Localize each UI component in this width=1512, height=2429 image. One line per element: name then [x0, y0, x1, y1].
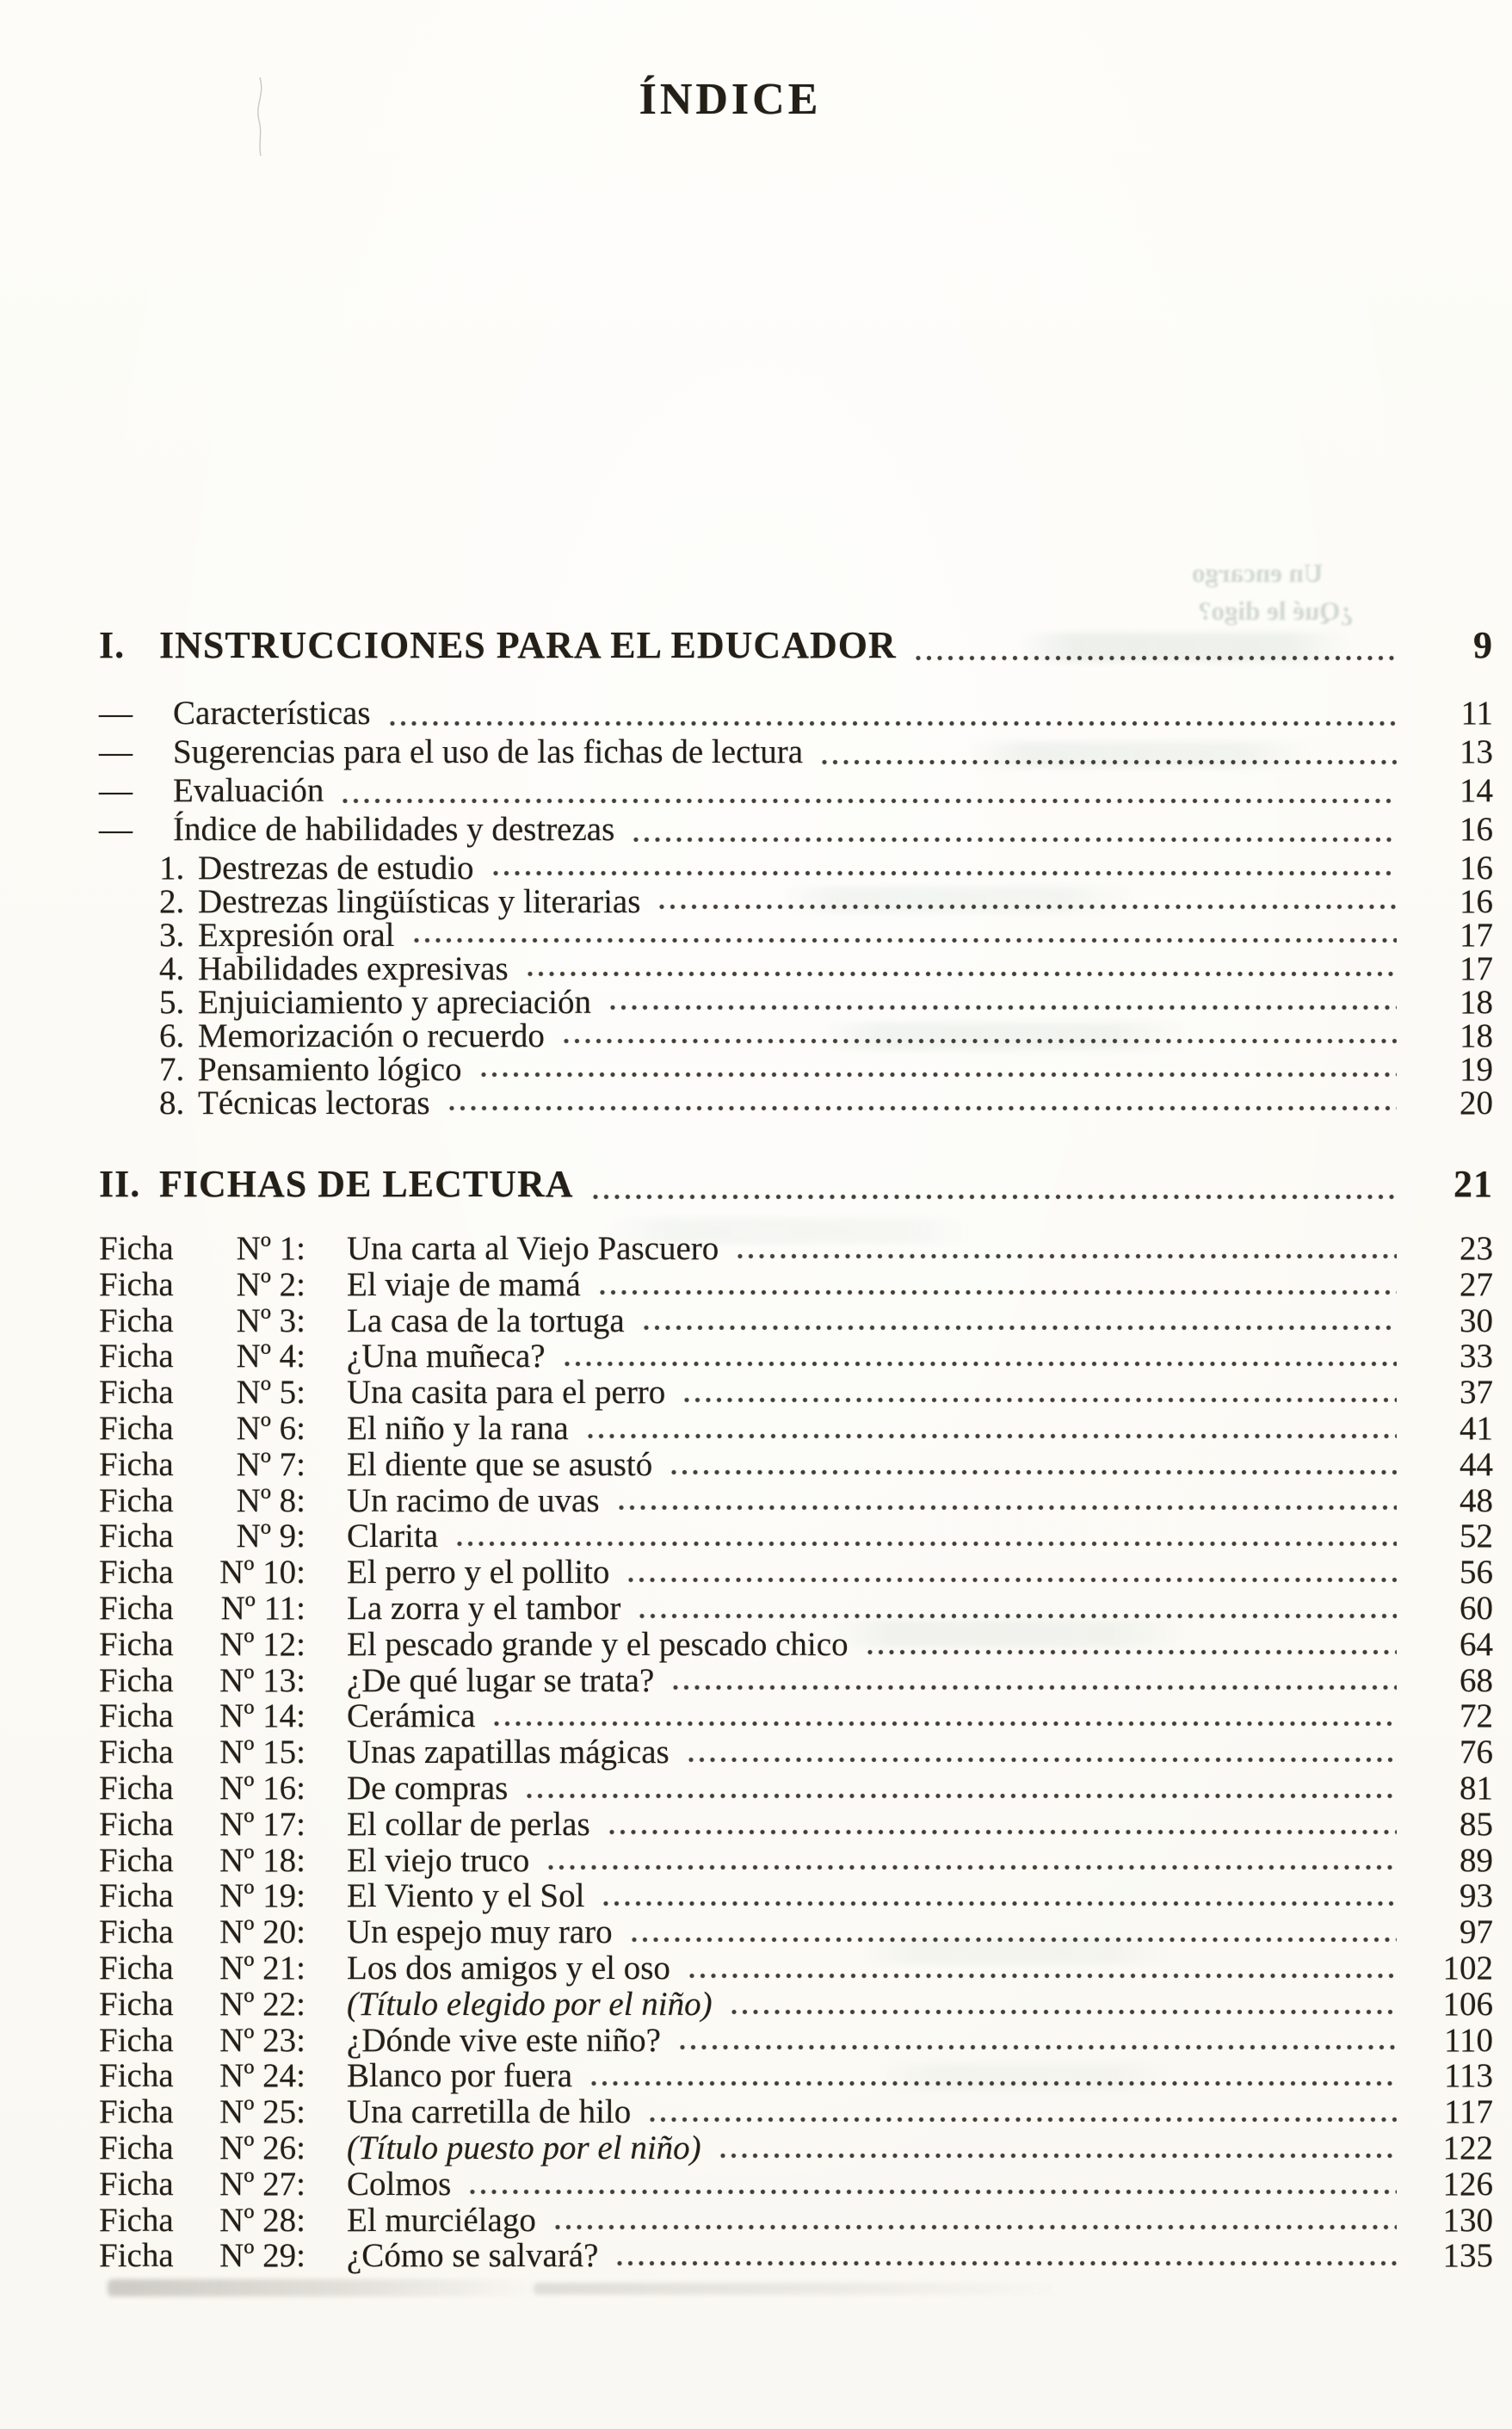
page-title: ÍNDICE — [639, 75, 822, 124]
dot-leader — [412, 936, 1397, 944]
dot-leader — [670, 1468, 1397, 1476]
bleedthrough-text: Un encargo — [1192, 558, 1324, 588]
toc-entry — [99, 2129, 1493, 2165]
toc-entry — [99, 949, 1493, 987]
ficha-word: Ficha — [99, 1625, 174, 1663]
ficha-number: Nº 4: — [236, 1338, 305, 1375]
ficha-number: Nº 11: — [220, 1589, 305, 1627]
ficha-number: Nº 29: — [219, 2237, 305, 2275]
entry-title: Colmos — [347, 2165, 452, 2203]
toc-entry — [99, 1625, 1493, 1661]
dot-leader — [719, 2152, 1397, 2160]
page-number: 93 — [1460, 1877, 1493, 1915]
ficha-number: Nº 13: — [219, 1661, 305, 1699]
page-number: 17 — [1460, 917, 1493, 954]
ficha-number: Nº 2: — [236, 1265, 305, 1303]
dot-leader — [341, 797, 1397, 805]
toc-entry — [99, 1733, 1493, 1769]
toc-entry — [99, 1409, 1493, 1445]
page-number: 135 — [1442, 2237, 1493, 2275]
ficha-word: Ficha — [99, 1985, 174, 2023]
toc-entry — [99, 2236, 1493, 2275]
page-number: 18 — [1460, 984, 1493, 1021]
ficha-number: Nº 19: — [219, 1877, 305, 1915]
ficha-word: Ficha — [99, 2021, 174, 2059]
page-number: 13 — [1460, 733, 1493, 770]
dot-leader — [591, 1193, 1397, 1201]
entry-title: El viejo truco — [347, 1841, 530, 1879]
entry-title: La zorra y el tambor — [347, 1589, 621, 1627]
section-title: FICHAS DE LECTURA — [159, 1163, 574, 1205]
ficha-number: Nº 7: — [236, 1445, 305, 1483]
dot-leader — [492, 1720, 1397, 1727]
toc-entry — [99, 2201, 1493, 2237]
ficha-word: Ficha — [99, 1841, 174, 1879]
entry-title: Enjuiciamiento y apreciación — [198, 984, 591, 1021]
toc-entry — [99, 771, 1493, 810]
dot-leader — [671, 1684, 1397, 1691]
entry-number: 7. — [159, 1051, 185, 1088]
dot-leader — [563, 1360, 1397, 1368]
entry-title: Técnicas lectoras — [198, 1085, 430, 1122]
dot-leader — [468, 2188, 1397, 2196]
entry-title: Una casita para el perro — [347, 1374, 666, 1412]
dot-leader — [657, 903, 1397, 911]
page-number: 41 — [1460, 1409, 1493, 1447]
toc-entry — [99, 849, 1493, 887]
page-number: 44 — [1460, 1445, 1493, 1483]
section-1-numbered-items — [99, 849, 1493, 1122]
entry-number: 8. — [159, 1085, 185, 1122]
page-number: 18 — [1460, 1017, 1493, 1054]
ficha-word: Ficha — [99, 1734, 174, 1771]
entry-title: Destrezas lingüísticas y literarias — [198, 883, 641, 920]
entry-number: 6. — [159, 1017, 185, 1054]
toc-entry — [99, 1841, 1493, 1877]
page-number: 21 — [1453, 1163, 1493, 1205]
dot-leader — [553, 2223, 1397, 2231]
dot-leader — [525, 1792, 1397, 1800]
dot-leader — [526, 970, 1397, 978]
entry-title: La casa de la tortuga — [347, 1301, 625, 1339]
page-number: 17 — [1460, 950, 1493, 987]
ficha-number: Nº 15: — [219, 1734, 305, 1771]
ficha-number: Nº 12: — [219, 1625, 305, 1663]
entry-title: Blanco por fuera — [347, 2057, 573, 2095]
ficha-word: Ficha — [99, 1554, 174, 1592]
toc-entry — [99, 1985, 1493, 2021]
dot-leader — [562, 1037, 1397, 1045]
scan-smudge — [108, 2279, 538, 2296]
entry-number: 4. — [159, 950, 185, 987]
page-number: 16 — [1460, 850, 1493, 887]
section-heading-2 — [99, 1162, 1493, 1206]
page-number: 23 — [1460, 1230, 1493, 1267]
toc-entry — [99, 1913, 1493, 1949]
dot-leader — [455, 1540, 1397, 1548]
toc-entry — [99, 916, 1493, 954]
section-title: INSTRUCCIONES PARA EL EDUCADOR — [159, 624, 897, 666]
toc-entry — [99, 1017, 1493, 1054]
dot-leader — [730, 2008, 1397, 2016]
entry-title: Cerámica — [347, 1697, 476, 1735]
entry-title: El collar de perlas — [347, 1805, 590, 1843]
ficha-number: Nº 9: — [236, 1517, 305, 1555]
entry-title: Una carretilla de hilo — [347, 2093, 632, 2131]
ficha-word: Ficha — [99, 1589, 174, 1627]
section-roman-numeral: II. — [99, 1163, 141, 1205]
page-number: 122 — [1442, 2129, 1493, 2166]
dot-leader — [914, 654, 1397, 662]
toc-entry — [99, 2056, 1493, 2095]
page-number: 85 — [1460, 1805, 1493, 1843]
entry-title: El diente que se asustó — [347, 1445, 653, 1483]
entry-title: El perro y el pollito — [347, 1554, 610, 1592]
page-number: 33 — [1460, 1338, 1493, 1375]
ficha-word: Ficha — [99, 1338, 174, 1375]
dot-leader — [608, 1004, 1397, 1011]
dot-leader — [648, 2116, 1397, 2123]
section-1-dash-items — [99, 694, 1493, 849]
ficha-number: Nº 27: — [219, 2165, 305, 2203]
dot-leader — [447, 1104, 1397, 1112]
ficha-number: Nº 20: — [219, 1913, 305, 1951]
entry-title: Sugerencias para el uso de las fichas de lectura — [173, 733, 804, 770]
toc-entry — [99, 1805, 1493, 1841]
page-number: 20 — [1460, 1085, 1493, 1122]
toc-entry — [99, 1084, 1493, 1122]
page-number: 102 — [1442, 1949, 1493, 1987]
toc-entry — [99, 1769, 1493, 1805]
entry-number: 5. — [159, 984, 185, 1021]
toc-entry — [99, 1373, 1493, 1412]
ficha-word: Ficha — [99, 2129, 174, 2166]
toc-entry — [99, 1050, 1493, 1088]
dot-leader — [546, 1863, 1397, 1871]
ficha-number: Nº 1: — [236, 1230, 305, 1267]
ficha-word: Ficha — [99, 1805, 174, 1843]
ficha-number: Nº 8: — [236, 1481, 305, 1519]
dot-leader — [598, 1289, 1397, 1296]
dot-leader — [687, 1756, 1397, 1764]
dot-leader — [820, 758, 1397, 766]
dot-leader — [736, 1252, 1397, 1260]
toc-entry — [99, 1301, 1493, 1338]
dot-leader — [615, 2259, 1397, 2267]
page-number: 68 — [1460, 1661, 1493, 1699]
ficha-word: Ficha — [99, 1517, 174, 1555]
entry-title: ¿De qué lugar se trata? — [347, 1661, 655, 1699]
dash-bullet: — — [99, 733, 133, 770]
toc-entry — [99, 2021, 1493, 2057]
toc-entry — [99, 1517, 1493, 1553]
page-number: 11 — [1460, 695, 1493, 732]
toc-entry — [99, 1481, 1493, 1517]
entry-title: Los dos amigos y el oso — [347, 1949, 670, 1987]
ficha-word: Ficha — [99, 2165, 174, 2203]
entry-title: Destrezas de estudio — [198, 850, 474, 887]
page-number: 27 — [1460, 1265, 1493, 1303]
ficha-word: Ficha — [99, 1374, 174, 1412]
ficha-word: Ficha — [99, 1301, 174, 1339]
page-number: 76 — [1460, 1734, 1493, 1771]
dot-leader — [626, 1576, 1397, 1584]
dot-leader — [866, 1648, 1397, 1656]
toc-entry — [99, 810, 1493, 849]
dot-leader — [589, 2080, 1397, 2087]
toc-entry — [99, 1697, 1493, 1733]
ficha-number: Nº 18: — [219, 1841, 305, 1879]
page-number: 72 — [1460, 1697, 1493, 1735]
page-number: 117 — [1443, 2093, 1493, 2131]
dot-leader — [602, 1900, 1397, 1907]
entry-title: El niño y la rana — [347, 1409, 569, 1447]
entry-number: 2. — [159, 883, 185, 920]
dot-leader — [608, 1828, 1397, 1836]
page-number: 64 — [1460, 1625, 1493, 1663]
page-number: 60 — [1460, 1589, 1493, 1627]
ficha-word: Ficha — [99, 2237, 174, 2275]
fichas-list — [99, 1229, 1493, 2275]
ficha-number: Nº 10: — [219, 1554, 305, 1592]
toc-entry — [99, 1949, 1493, 1985]
ficha-number: Nº 16: — [219, 1769, 305, 1807]
entry-title: ¿Una muñeca? — [347, 1338, 546, 1375]
entry-title: ¿Cómo se salvará? — [347, 2237, 599, 2275]
dash-bullet: — — [99, 772, 133, 809]
entry-title: De compras — [347, 1769, 509, 1807]
page-number: 106 — [1442, 1985, 1493, 2023]
ficha-word: Ficha — [99, 2093, 174, 2131]
ficha-word: Ficha — [99, 1913, 174, 1951]
dot-leader — [682, 1396, 1397, 1404]
ficha-number: Nº 14: — [219, 1697, 305, 1735]
entry-title: Clarita — [347, 1517, 439, 1555]
page-number: 52 — [1460, 1517, 1493, 1555]
entry-title: ¿Dónde vive este niño? — [347, 2021, 661, 2059]
ficha-number: Nº 23: — [219, 2021, 305, 2059]
toc-entry — [99, 1337, 1493, 1373]
dash-bullet: — — [99, 695, 133, 732]
entry-number: 3. — [159, 917, 185, 954]
page-number: 56 — [1460, 1554, 1493, 1592]
toc-entry — [99, 694, 1493, 732]
toc-entry — [99, 1661, 1493, 1697]
page-number: 81 — [1460, 1769, 1493, 1807]
toc-entry — [99, 1876, 1493, 1913]
ficha-number: Nº 6: — [236, 1409, 305, 1447]
entry-title: El viaje de mamá — [347, 1265, 581, 1303]
toc-entry — [99, 2165, 1493, 2201]
page-number: 37 — [1460, 1374, 1493, 1412]
ficha-number: Nº 21: — [219, 1949, 305, 1987]
dot-leader — [617, 1504, 1398, 1511]
entry-title: El murciélago — [347, 2201, 536, 2239]
dot-leader — [388, 720, 1397, 727]
toc-entry — [99, 1229, 1493, 1265]
dot-leader — [632, 836, 1397, 844]
toc-entry — [99, 882, 1493, 920]
dot-leader — [678, 2043, 1397, 2051]
entry-title: (Título elegido por el niño) — [347, 1985, 713, 2023]
ficha-word: Ficha — [99, 1697, 174, 1735]
toc-entry — [99, 1553, 1493, 1592]
ficha-word: Ficha — [99, 1949, 174, 1987]
dot-leader — [491, 869, 1397, 877]
entry-title: Unas zapatillas mágicas — [347, 1734, 670, 1771]
dot-leader — [630, 1936, 1397, 1944]
toc-entry — [99, 732, 1493, 771]
entry-title: Un racimo de uvas — [347, 1481, 600, 1519]
ficha-word: Ficha — [99, 2201, 174, 2239]
entry-title: (Título puesto por el niño) — [347, 2129, 701, 2166]
ficha-number: Nº 25: — [219, 2093, 305, 2131]
page-number: 126 — [1442, 2165, 1493, 2203]
page-number: 16 — [1460, 883, 1493, 920]
ficha-word: Ficha — [99, 1445, 174, 1483]
entry-title: El pescado grande y el pescado chico — [347, 1625, 849, 1663]
toc-entry — [99, 983, 1493, 1021]
page-number: 30 — [1460, 1301, 1493, 1339]
entry-title: Características — [173, 695, 371, 732]
page-number: 110 — [1443, 2021, 1493, 2059]
dot-leader — [479, 1071, 1397, 1079]
page-number: 14 — [1460, 772, 1493, 809]
entry-title: Expresión oral — [198, 917, 395, 954]
page-number: 9 — [1473, 624, 1493, 666]
ficha-word: Ficha — [99, 1230, 174, 1267]
page-number: 48 — [1460, 1481, 1493, 1519]
ficha-number: Nº 3: — [236, 1301, 305, 1339]
entry-title: Una carta al Viejo Pascuero — [347, 1230, 719, 1267]
dot-leader — [642, 1324, 1397, 1332]
dot-leader — [638, 1612, 1397, 1620]
entry-title: Evaluación — [173, 772, 324, 809]
page-number: 89 — [1460, 1841, 1493, 1879]
ficha-number: Nº 26: — [219, 2129, 305, 2166]
page-number: 130 — [1442, 2201, 1493, 2239]
ficha-number: Nº 17: — [219, 1805, 305, 1843]
bleedthrough-text: ¿Qué le digo? — [1198, 596, 1354, 626]
toc-entry — [99, 1445, 1493, 1481]
ficha-number: Nº 28: — [219, 2201, 305, 2239]
entry-title: Memorización o recuerdo — [198, 1017, 545, 1054]
ficha-word: Ficha — [99, 1769, 174, 1807]
entry-title: Habilidades expresivas — [198, 950, 509, 987]
scan-smudge — [534, 2283, 1067, 2295]
ficha-word: Ficha — [99, 1409, 174, 1447]
toc-entry — [99, 1265, 1493, 1301]
dot-leader — [586, 1432, 1397, 1440]
entry-number: 1. — [159, 850, 185, 887]
ficha-word: Ficha — [99, 2057, 174, 2095]
toc-entry — [99, 1589, 1493, 1625]
section-roman-numeral: I. — [99, 624, 126, 666]
ficha-number: Nº 24: — [219, 2057, 305, 2095]
ficha-word: Ficha — [99, 1661, 174, 1699]
entry-title: Índice de habilidades y destrezas — [173, 811, 615, 848]
entry-title: Un espejo muy raro — [347, 1913, 613, 1951]
ficha-word: Ficha — [99, 1481, 174, 1519]
page-number: 97 — [1460, 1913, 1493, 1951]
entry-title: Pensamiento lógico — [198, 1051, 462, 1088]
dot-leader — [688, 1972, 1397, 1980]
ficha-word: Ficha — [99, 1265, 174, 1303]
toc-entry — [99, 2092, 1493, 2129]
page-number: 113 — [1443, 2057, 1493, 2095]
ficha-number: Nº 5: — [236, 1374, 305, 1412]
page-number: 19 — [1460, 1051, 1493, 1088]
ficha-word: Ficha — [99, 1877, 174, 1915]
dash-bullet: — — [99, 811, 133, 848]
section-heading-1 — [99, 623, 1493, 667]
ficha-number: Nº 22: — [219, 1985, 305, 2023]
page-number: 16 — [1460, 811, 1493, 848]
entry-title: El Viento y el Sol — [347, 1877, 585, 1915]
